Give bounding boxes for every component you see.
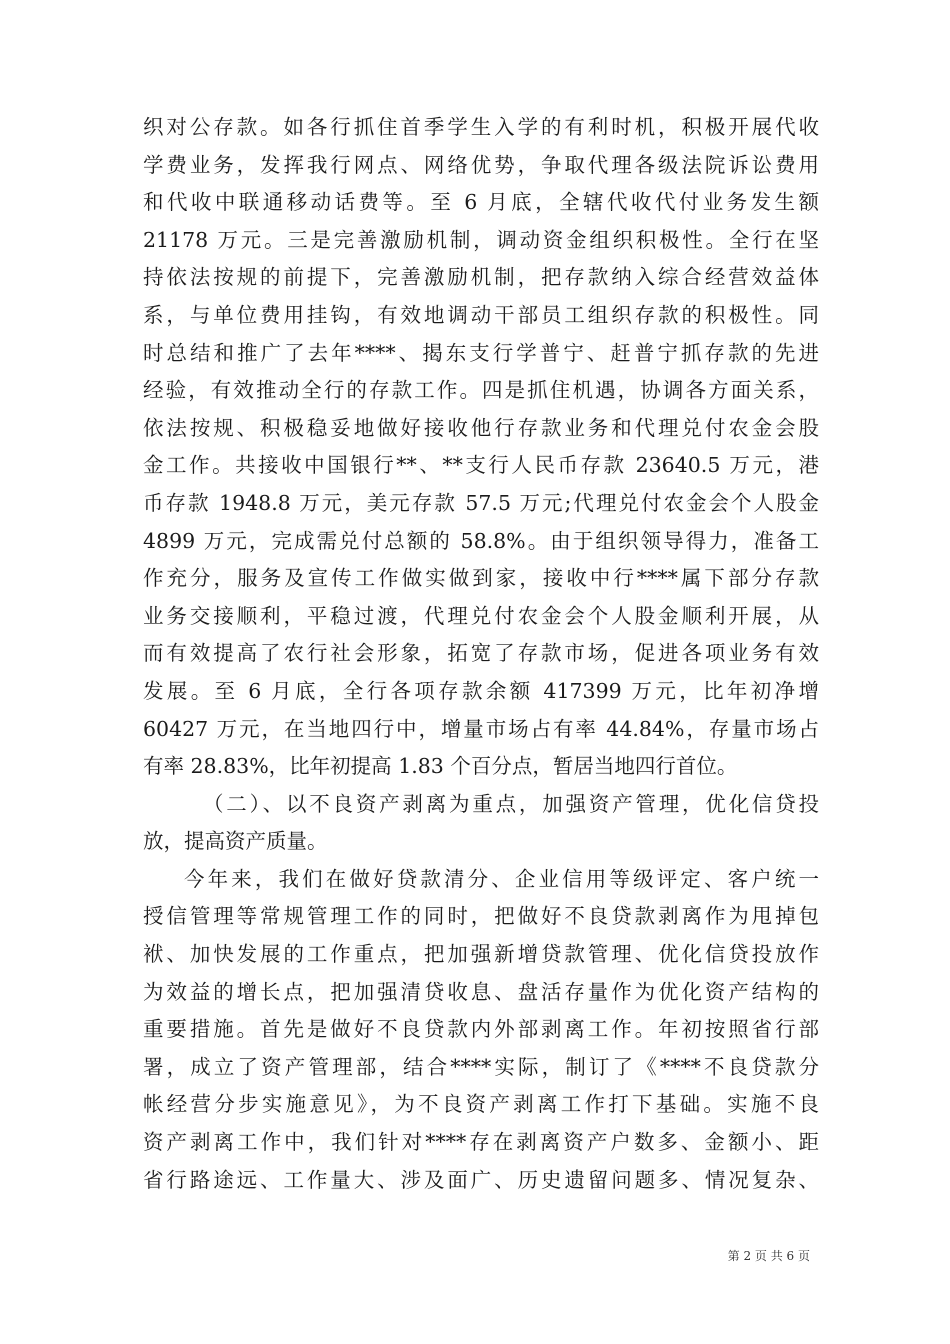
text-line: 21178 万元。三是完善激励机制，调动资金组织积极性。全行在坚: [143, 227, 819, 252]
text-line: 学费业务，发挥我行网点、网络优势，争取代理各级法院诉讼费用: [143, 152, 819, 177]
text-line: 授信管理等常规管理工作的同时，把做好不良贷款剥离作为甩掉包: [143, 904, 819, 929]
paragraph-first-line: 今年来，我们在做好贷款清分、企业信用等级评定、客户统一: [184, 866, 819, 891]
text-line: 60427 万元，在当地四行中，增量市场占有率 44.84%，存量市场占: [143, 716, 819, 741]
text-line: 持依法按规的前提下，完善激励机制，把存款纳入综合经营效益体: [143, 265, 819, 290]
text-line: 业务交接顺利，平稳过渡，代理兑付农金会个人股金顺利开展，从: [143, 603, 819, 628]
text-line: 金工作。共接收中国银行**、**支行人民币存款 23640.5 万元，港: [143, 453, 819, 478]
text-line: 织对公存款。如各行抓住首季学生入学的有利时机，积极开展代收: [143, 115, 819, 139]
document-body: [143, 109, 819, 1199]
text-line: 资产剥离工作中，我们针对****存在剥离资产户数多、金额小、距: [143, 1130, 819, 1155]
text-line: 有率 28.83%，比年初提高 1.83 个百分点，暂居当地四行首位。: [143, 754, 738, 779]
text-line: 币存款 1948.8 万元，美元存款 57.5 万元;代理兑付农金会个人股金: [143, 490, 819, 515]
text-line: 和代收中联通移动话费等。至 6 月底，全辖代收代付业务发生额: [143, 190, 819, 215]
text-line: 4899 万元，完成需兑付总额的 58.8%。由于组织领导得力，准备工: [143, 528, 819, 553]
text-line: 作充分，服务及宣传工作做实做到家，接收中行****属下部分存款: [143, 566, 819, 591]
text-line: 系，与单位费用挂钩，有效地调动干部员工组织存款的积极性。同: [143, 302, 819, 327]
text-line: 时总结和推广了去年****、揭东支行学普宁、赶普宁抓存款的先进: [143, 340, 819, 365]
text-line: 发展。至 6 月底，全行各项存款余额 417399 万元，比年初净增: [143, 678, 819, 703]
text-line: 而有效提高了农行社会形象，拓宽了存款市场，促进各项业务有效: [143, 641, 819, 666]
section-heading-line: 放，提高资产质量。: [143, 829, 328, 854]
text-line: 重要措施。首先是做好不良贷款内外部剥离工作。年初按照省行部: [143, 1017, 819, 1042]
text-line: 袱、加快发展的工作重点，把加强新增贷款管理、优化信贷投放作: [143, 942, 819, 967]
text-line: 帐经营分步实施意见》，为不良资产剥离工作打下基础。实施不良: [143, 1092, 819, 1117]
text-line: 经验，有效推动全行的存款工作。四是抓住机遇，协调各方面关系，: [143, 378, 819, 403]
text-line: 为效益的增长点，把加强清贷收息、盘活存量作为优化资产结构的: [143, 979, 819, 1004]
page-number: 第 2 页 共 6 页: [727, 1249, 810, 1263]
text-line: 省行路途远、工作量大、涉及面广、历史遗留问题多、情况复杂、: [143, 1167, 819, 1192]
section-heading-line: （二）、以不良资产剥离为重点，加强资产管理，优化信贷投: [203, 791, 819, 816]
text-line: 依法按规、积极稳妥地做好接收他行存款业务和代理兑付农金会股: [143, 415, 819, 440]
text-line: 署，成立了资产管理部，结合****实际，制订了《****不良贷款分: [143, 1054, 819, 1079]
